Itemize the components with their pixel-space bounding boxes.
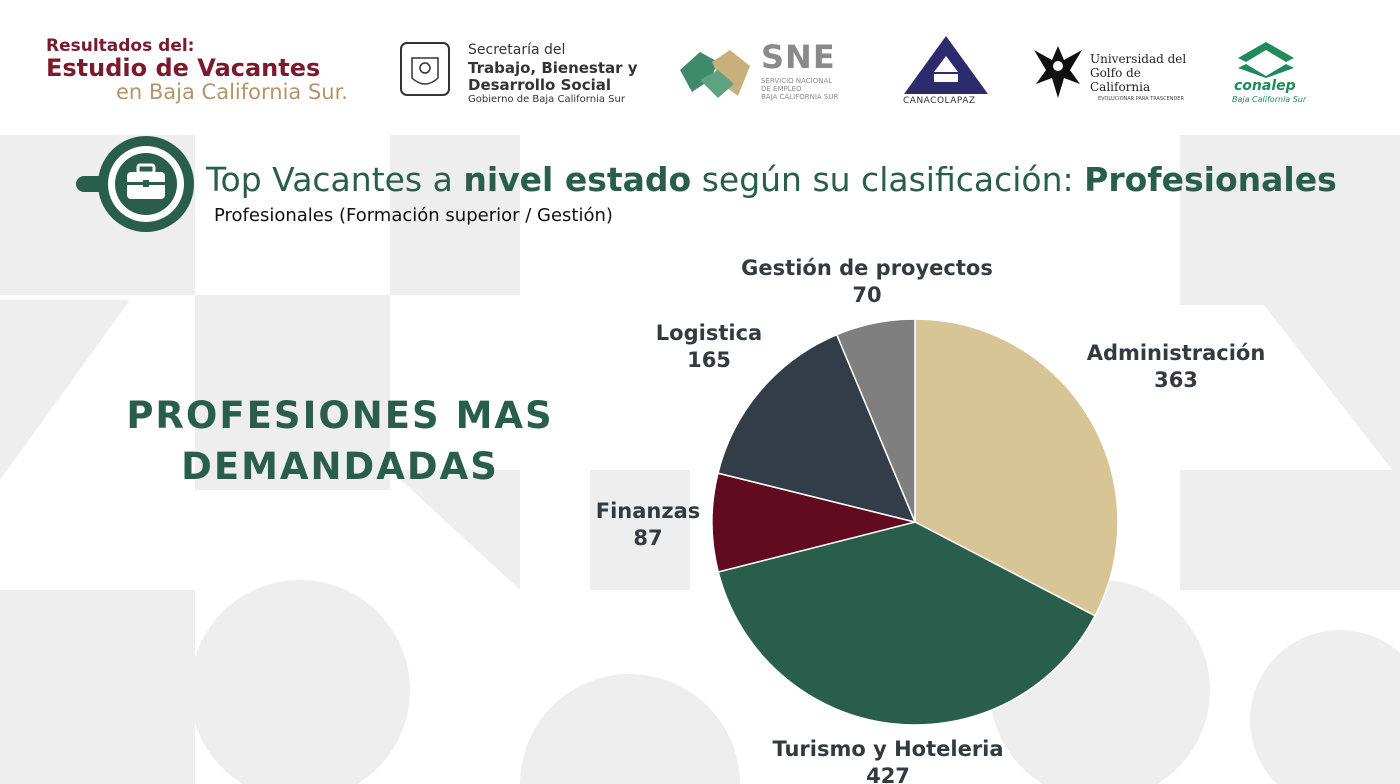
page-title-part1: Top Vacantes a	[206, 160, 464, 199]
sne-line2: DE EMPLEO	[761, 85, 802, 93]
pie-label: Administración	[1086, 341, 1266, 365]
secretaria-line3: Desarrollo Social	[468, 76, 611, 94]
headline-line2: DEMANDADAS	[181, 445, 499, 488]
sne-title: SNE	[761, 38, 836, 76]
study-title-line3: en Baja California Sur.	[116, 80, 348, 104]
ugc-line3: California	[1090, 80, 1151, 94]
secretaria-line4: Gobierno de Baja California Sur	[468, 94, 625, 105]
sne-line3: BAJA CALIFORNIA SUR	[761, 93, 839, 101]
ugc-line1: Universidad del	[1090, 52, 1187, 66]
pie-value-label: 165	[687, 348, 731, 372]
page-title-part2: nivel estado	[463, 160, 692, 199]
pie-label: Turismo y Hoteleria	[772, 737, 1004, 761]
headline-line1: PROFESIONES MAS	[126, 394, 554, 437]
ugc-tagline: EVOLUCIONAR PARA TRASCENDER	[1098, 96, 1184, 102]
conalep-name: conalep	[1234, 78, 1296, 94]
sne-line1: SERVICIO NACIONAL	[761, 77, 833, 85]
pie-label: Finanzas	[595, 499, 701, 523]
pie-value-label: 363	[1154, 368, 1198, 392]
pie-label: Logistica	[655, 321, 763, 345]
page-subtitle: Profesionales (Formación superior / Gestión)	[214, 205, 613, 226]
page-title-part4: Profesionales	[1084, 160, 1337, 199]
secretaria-line2: Trabajo, Bienestar y	[468, 59, 638, 77]
pie-slices	[712, 319, 1118, 725]
conalep-subtitle: Baja California Sur	[1232, 95, 1307, 104]
canaco-label: CANACOLAPAZ	[903, 96, 976, 106]
study-title-line1: Resultados del:	[46, 36, 195, 56]
pie-value-label: 70	[852, 283, 882, 307]
pie-label: Gestión de proyectos	[741, 256, 993, 280]
page-title-part3: según su clasificación:	[691, 160, 1085, 199]
ugc-line2: Golfo de	[1090, 66, 1141, 80]
pie-value-label: 427	[866, 764, 910, 784]
pie-value-label: 87	[633, 526, 663, 550]
secretaria-line1: Secretaría del	[468, 42, 566, 58]
study-title-line2: Estudio de Vacantes	[46, 54, 321, 82]
